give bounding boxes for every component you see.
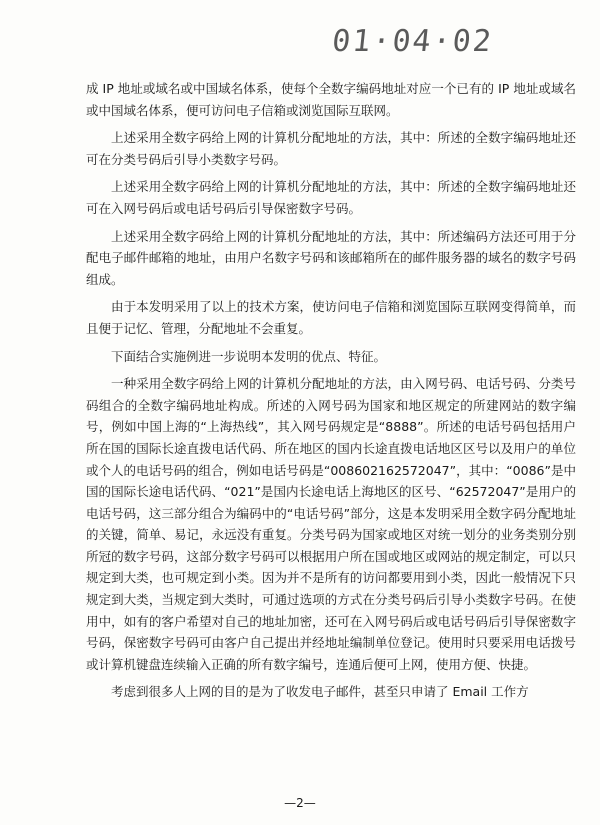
page-number: —2— <box>284 796 316 810</box>
document-number-stamp: 01·04·02 <box>330 24 495 59</box>
paragraph-continuation: 成 IP 地址或域名或中国域名体系，使每个全数字编码地址对应一个已有的 IP 地址或域名或中国域名体系，便可访问电子信箱或浏览国际互联网。 <box>86 81 576 118</box>
paragraph-embodiment-detail: 一种采用全数字码给上网的计算机分配地址的方法，由入网号码、电话号码、分类号码组合的全数字编码地址构成。所述的入网号码为国家和地区规定的所建网站的数字编号，例如中国上海的“上海热线”，其入网号码规定是“8888”。所述的电话号码包括用户所在国的国际长途直拨电话代码、所在地区的国内长途直拨电话地区区号以及用户的单位或个人的电话号码的组合，例如电话号码是“008602162572047”，其中：“0086”是中国的国际长途电话代码、“021”是国内长途电话上海地区的区号、“62572047”是用户的电话号码，这三部分组合为编码中的“电话号码”部分，这是本发明采用全数字码分配地址的关键，简单、易记，永远没有重复。分类号码为国家或地区对统一划分的业务类别分别所冠的数字号码，这部分数字号码可以根据用户所在国或地区或网站的规定制定，可以只规定到大类，也可规定到小类。因为并不是所有的访问都要用到小类，因此一般情况下只规定到大类，当规定到大类时，可通过选项的方式在分类号码后引导小类数字号码。在使用中，如有的客户希望对自己的地址加密，还可在入网号码后或电话号码后引导保密数字号码，保密数字号码可由客户自己提出并经地址编制单位登记。使用时只要采用电话拨号或计算机键盘连续输入正确的所有数字编号，连通后便可上网，使用方便、快捷。 <box>86 376 576 672</box>
paragraph-secret-code-claim: 上述采用全数字码给上网的计算机分配地址的方法，其中：所述的全数字编码地址还可在入网号码后或电话号码后引导保密数字号码。 <box>86 179 576 216</box>
paragraph-embodiment-intro: 下面结合实施例进一步说明本发明的优点、特征。 <box>111 348 387 364</box>
paragraph-subcategory-claim: 上述采用全数字码给上网的计算机分配地址的方法，其中：所述的全数字编码地址还可在分类号码后引导小类数字号码。 <box>86 130 576 167</box>
paragraph-email-claim: 上述采用全数字码给上网的计算机分配地址的方法，其中：所述编码方法还可用于分配电子邮件邮箱的地址，由用户名数字号码和该邮箱所在的邮件服务器的域名的数字号码组成。 <box>86 228 576 287</box>
document-body <box>86 78 576 703</box>
paragraph-advantages: 由于本发明采用了以上的技术方案，使访问电子信箱和浏览国际互联网变得简单，而且便于记忆、管理，分配地址不会重复。 <box>86 299 576 336</box>
paragraph-email-consideration: 考虑到很多人上网的目的是为了收发电子邮件，甚至只申请了 Email 工作方 <box>111 684 529 700</box>
